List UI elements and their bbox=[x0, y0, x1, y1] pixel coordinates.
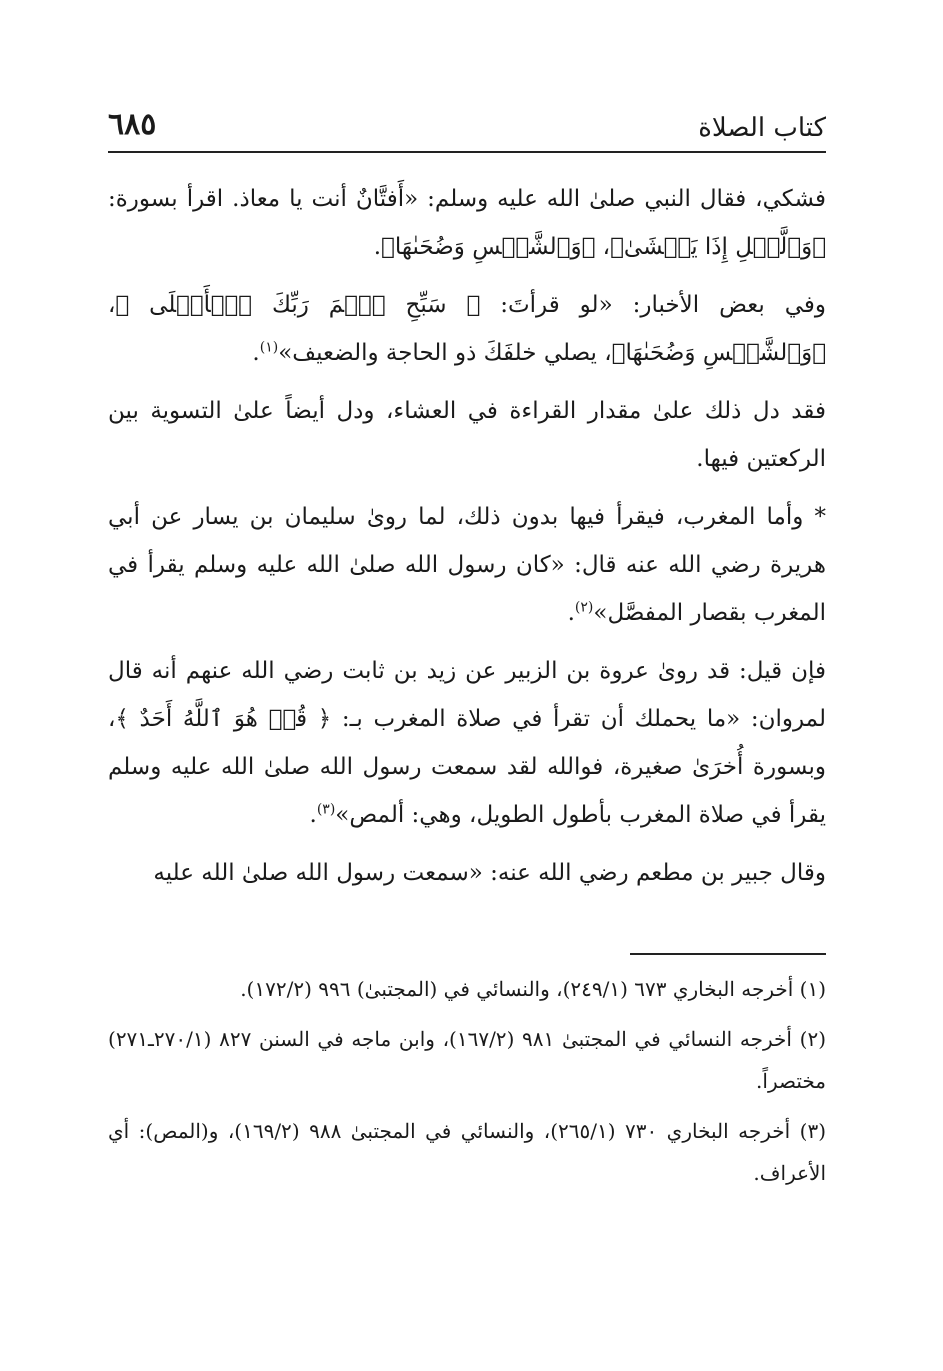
footnotes bbox=[108, 968, 826, 1202]
paragraph-5-end: . bbox=[309, 802, 317, 828]
page-number: ٦٨٥ bbox=[108, 107, 157, 142]
footnote-divider bbox=[630, 953, 826, 955]
page-header bbox=[108, 108, 826, 148]
main-text bbox=[108, 175, 826, 907]
running-title: كتاب الصلاة bbox=[698, 113, 826, 143]
footnote-2: (٢) أخرجه النسائي في المجتبىٰ ٩٨١ (١٦٧/٢)، وابن ماجه في السنن ٨٢٧ (٢٧٠/١ـ٢٧١) مختصراً. bbox=[108, 1027, 826, 1093]
paragraph-2-text: وفي بعض الأخبار: «لو قرأتَ: ﴿ سَبِّحِ ٱسۡمَ رَبِّكَ ٱلۡأَعۡلَى ﴾، ﴿وَٱلشَّمۡسِ وَضُحَىٰهَا﴾، يصلي خلفَكَ ذو الحاجة والضعيف» bbox=[108, 292, 826, 366]
paragraph-5 bbox=[108, 647, 826, 839]
paragraph-2 bbox=[108, 281, 826, 377]
paragraph-5-text: فإن قيل: قد روىٰ عروة بن الزبير عن زيد بن ثابت رضي الله عنهم أنه قال لمروان: «ما يحملك أن تقرأ في صلاة المغرب بـ: ﴿ قُلۡ هُوَ ٱللَّهُ أَحَدٌ ﴾، وبسورة أُخرَىٰ صغيرة، فوالله لقد سمعت رسول الله صلىٰ الله عليه وسلم يقرأ في صلاة المغرب بأطول الطويل، وهي: ألمص» bbox=[108, 658, 826, 828]
footnote-ref-1: (١) bbox=[259, 339, 279, 356]
paragraph-3: فقد دل ذلك علىٰ مقدار القراءة في العشاء، ودل أيضاً علىٰ التسوية بين الركعتين فيها. bbox=[108, 398, 826, 472]
paragraph-4-end: . bbox=[567, 600, 575, 626]
paragraph-1: فشكي، فقال النبي صلىٰ الله عليه وسلم: «أَفتَّانٌ أنت يا معاذ. اقرأ بسورة: ﴿وَٱلَّيۡلِ إِذَا يَغۡشَىٰ﴾، ﴿وَٱلشَّمۡسِ وَضُحَىٰهَا﴾. bbox=[108, 186, 826, 260]
footnote-ref-3: (٣) bbox=[316, 801, 336, 818]
footnote-ref-2: (٢) bbox=[574, 599, 594, 616]
paragraph-2-end: . bbox=[252, 340, 260, 366]
footnote-1: (١) أخرجه البخاري ٦٧٣ (٢٤٩/١)، والنسائي في (المجتبىٰ) ٩٩٦ (١٧٢/٢). bbox=[240, 977, 826, 1001]
paragraph-4 bbox=[108, 493, 826, 637]
paragraph-6: وقال جبير بن مطعم رضي الله عنه: «سمعت رسول الله صلىٰ الله عليه bbox=[153, 860, 826, 886]
footnote-3: (٣) أخرجه البخاري ٧٣٠ (٢٦٥/١)، والنسائي في المجتبىٰ ٩٨٨ (١٦٩/٢)، و(المص): أي الأعراف. bbox=[108, 1119, 826, 1185]
paragraph-4-text: * وأما المغرب، فيقرأ فيها بدون ذلك، لما روىٰ سليمان بن يسار عن أبي هريرة رضي الله عنه قال: «كان رسول الله صلىٰ الله عليه وسلم يقرأ في المغرب بقصار المفصَّل» bbox=[108, 504, 826, 626]
header-divider bbox=[108, 151, 826, 153]
